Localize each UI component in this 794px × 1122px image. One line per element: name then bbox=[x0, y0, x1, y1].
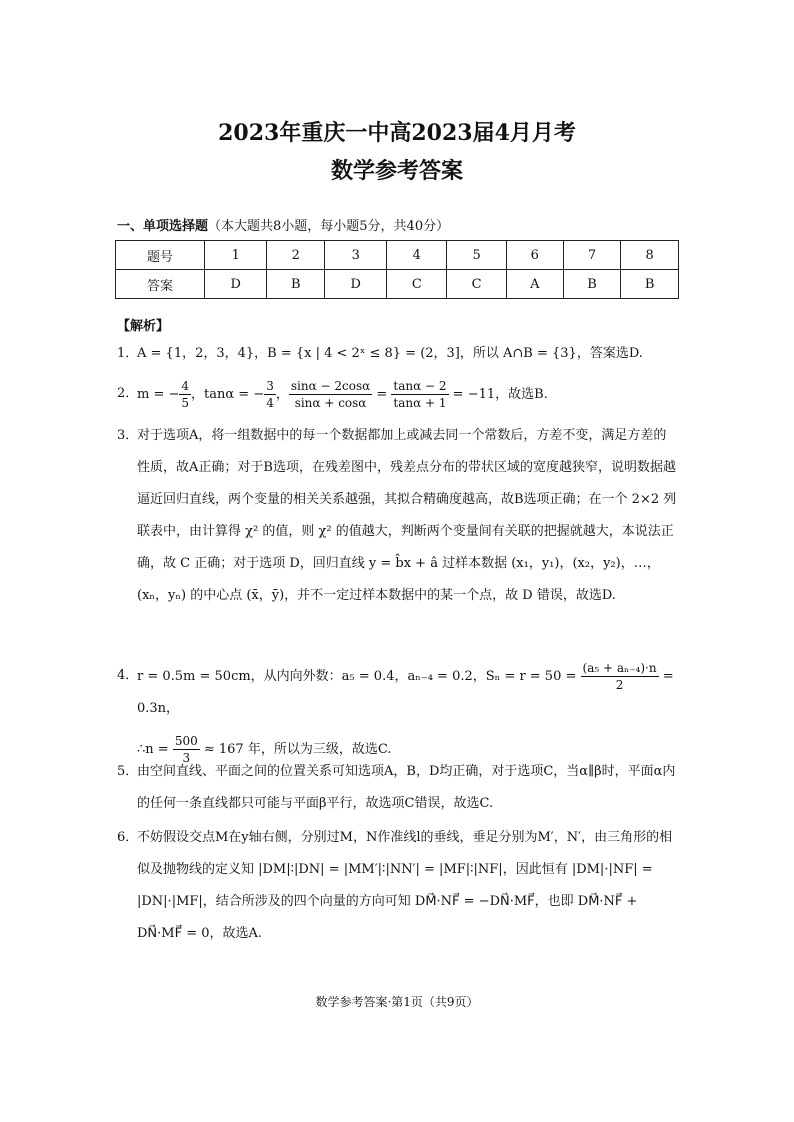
table-cell: 4 bbox=[387, 241, 447, 270]
page-footer: 数学参考答案·第1页（共9页） bbox=[315, 995, 479, 1009]
table-cell: B bbox=[267, 270, 325, 299]
solution-5 bbox=[117, 756, 679, 820]
text-run: = bbox=[372, 387, 392, 402]
numerator: sinα − 2cosα bbox=[290, 379, 371, 393]
text-run: ， bbox=[275, 387, 289, 402]
table-cell: 8 bbox=[621, 241, 679, 270]
numerator: 500 bbox=[174, 734, 198, 748]
solution-line bbox=[137, 660, 679, 725]
solution-6 bbox=[117, 822, 679, 950]
denominator: 3 bbox=[182, 751, 191, 765]
denominator: sinα + cosα bbox=[294, 396, 367, 410]
denominator: 2 bbox=[615, 678, 624, 692]
table-cell: 7 bbox=[563, 241, 621, 270]
solution-3 bbox=[117, 420, 679, 612]
text-run: m = − bbox=[137, 387, 180, 402]
numerator: 3 bbox=[266, 379, 274, 393]
solution-text: 不妨假设交点M在y轴右侧，分别过M，N作准线l的垂线，垂足分别为M′，N′，由三角形的相似及抛物线的定义知 |DM|∶|DN| = |MM′|∶|NN′| = |MF|∶|NF|，因此恒有 |DM|·|NF| = |DN|·|MF|，结合所涉及的四个向量的方向可知 DM⃗·NF⃗ = −DN⃗·MF⃗，也即 DM⃗·NF⃗ + DN⃗·MF⃗ = 0，故选A. bbox=[137, 830, 673, 941]
table-cell: 5 bbox=[447, 241, 507, 270]
section-note: （本大题共8小题，每小题5分，共40分） bbox=[208, 219, 450, 234]
item-number: 3． bbox=[117, 428, 139, 443]
fraction bbox=[289, 378, 372, 411]
table-cell: B bbox=[563, 270, 621, 299]
table-row-numbers bbox=[116, 241, 679, 270]
page-title: 2023年重庆一中高2023届4月月考 bbox=[218, 120, 576, 146]
text-run: = 0.3n， bbox=[137, 669, 674, 716]
analysis-label: 【解析】 bbox=[117, 319, 170, 334]
table-cell: 1 bbox=[205, 241, 267, 270]
denominator: tanα + 1 bbox=[393, 396, 447, 410]
text-run: ，tanα = − bbox=[191, 387, 265, 402]
fraction bbox=[179, 378, 191, 411]
text-run: = −11，故选B. bbox=[448, 387, 548, 402]
item-number: 2． bbox=[117, 386, 139, 401]
numerator: (a₅ + aₙ₋₄)·n bbox=[582, 661, 657, 675]
item-number: 4． bbox=[117, 668, 139, 683]
text-run: ∴n = bbox=[137, 742, 173, 757]
row-label-answer: 答案 bbox=[116, 270, 205, 299]
table-row-answers bbox=[116, 270, 679, 299]
table-cell: C bbox=[387, 270, 447, 299]
solution-2 bbox=[117, 378, 679, 411]
table-cell: 3 bbox=[325, 241, 387, 270]
solution-text bbox=[137, 660, 679, 766]
fraction bbox=[581, 660, 659, 693]
table-cell: A bbox=[506, 270, 563, 299]
section-title: 一、单项选择题 bbox=[117, 219, 209, 234]
answer-table bbox=[115, 240, 679, 299]
table-cell: C bbox=[447, 270, 507, 299]
numerator: 4 bbox=[181, 379, 190, 393]
table-cell: D bbox=[205, 270, 267, 299]
table-cell: 6 bbox=[506, 241, 563, 270]
numerator: tanα − 2 bbox=[393, 379, 447, 393]
section-heading bbox=[117, 215, 449, 234]
fraction bbox=[264, 378, 276, 411]
table-cell: 2 bbox=[267, 241, 325, 270]
solution-text: 对于选项A，将一组数据中的每一个数据都加上或减去同一个常数后，方差不变，满足方差的性质，故A正确；对于B选项，在残差图中，残差点分布的带状区域的宽度越狭窄，说明数据越逼近回归直线，两个变量的相关关系越强，其拟合精确度越高，故B选项正确；在一个 2×2 列联表中，由计算得 χ² 的值，则 χ² 的值越大，判断两个变量间有关联的把握就越大，本说法正确，故 C 正确；对于选项 D，回归直线 y = b̂x + â 过样本数据 (x₁，y₁)，(x₂，y₂)，…，(xₙ，yₙ) 的中心点 (x̄，ȳ)，并不一定过样本数据中的某一个点，故 D 错误，故选D. bbox=[137, 428, 677, 603]
fraction bbox=[391, 378, 448, 411]
solution-text: A = {1，2，3，4}，B = {x | 4 < 2ˣ ≤ 8} = (2，3]，所以 A∩B = {3}，答案选D. bbox=[137, 346, 643, 361]
row-label-number: 题号 bbox=[116, 241, 205, 270]
item-number: 1． bbox=[117, 346, 139, 361]
denominator: 4 bbox=[266, 396, 274, 410]
solution-4 bbox=[117, 660, 679, 766]
table-cell: B bbox=[621, 270, 679, 299]
solution-1 bbox=[117, 338, 679, 370]
page-subtitle: 数学参考答案 bbox=[330, 158, 463, 184]
solution-text: 由空间直线、平面之间的位置关系可知选项A，B，D均正确，对于选项C，当α∥β时，平面α内的任何一条直线都只可能与平面β平行，故选项C错误，故选C. bbox=[137, 764, 676, 811]
solution-text bbox=[137, 378, 679, 411]
item-number: 6． bbox=[117, 830, 139, 845]
text-run: ≈ 167 年，所以为三级，故选C. bbox=[199, 742, 392, 757]
table-cell: D bbox=[325, 270, 387, 299]
text-run: r = 0.5m = 50cm，从内向外数：a₅ = 0.4，aₙ₋₄ = 0.2，Sₙ = r = 50 = bbox=[137, 669, 581, 684]
denominator: 5 bbox=[181, 396, 190, 410]
item-number: 5． bbox=[117, 764, 139, 779]
